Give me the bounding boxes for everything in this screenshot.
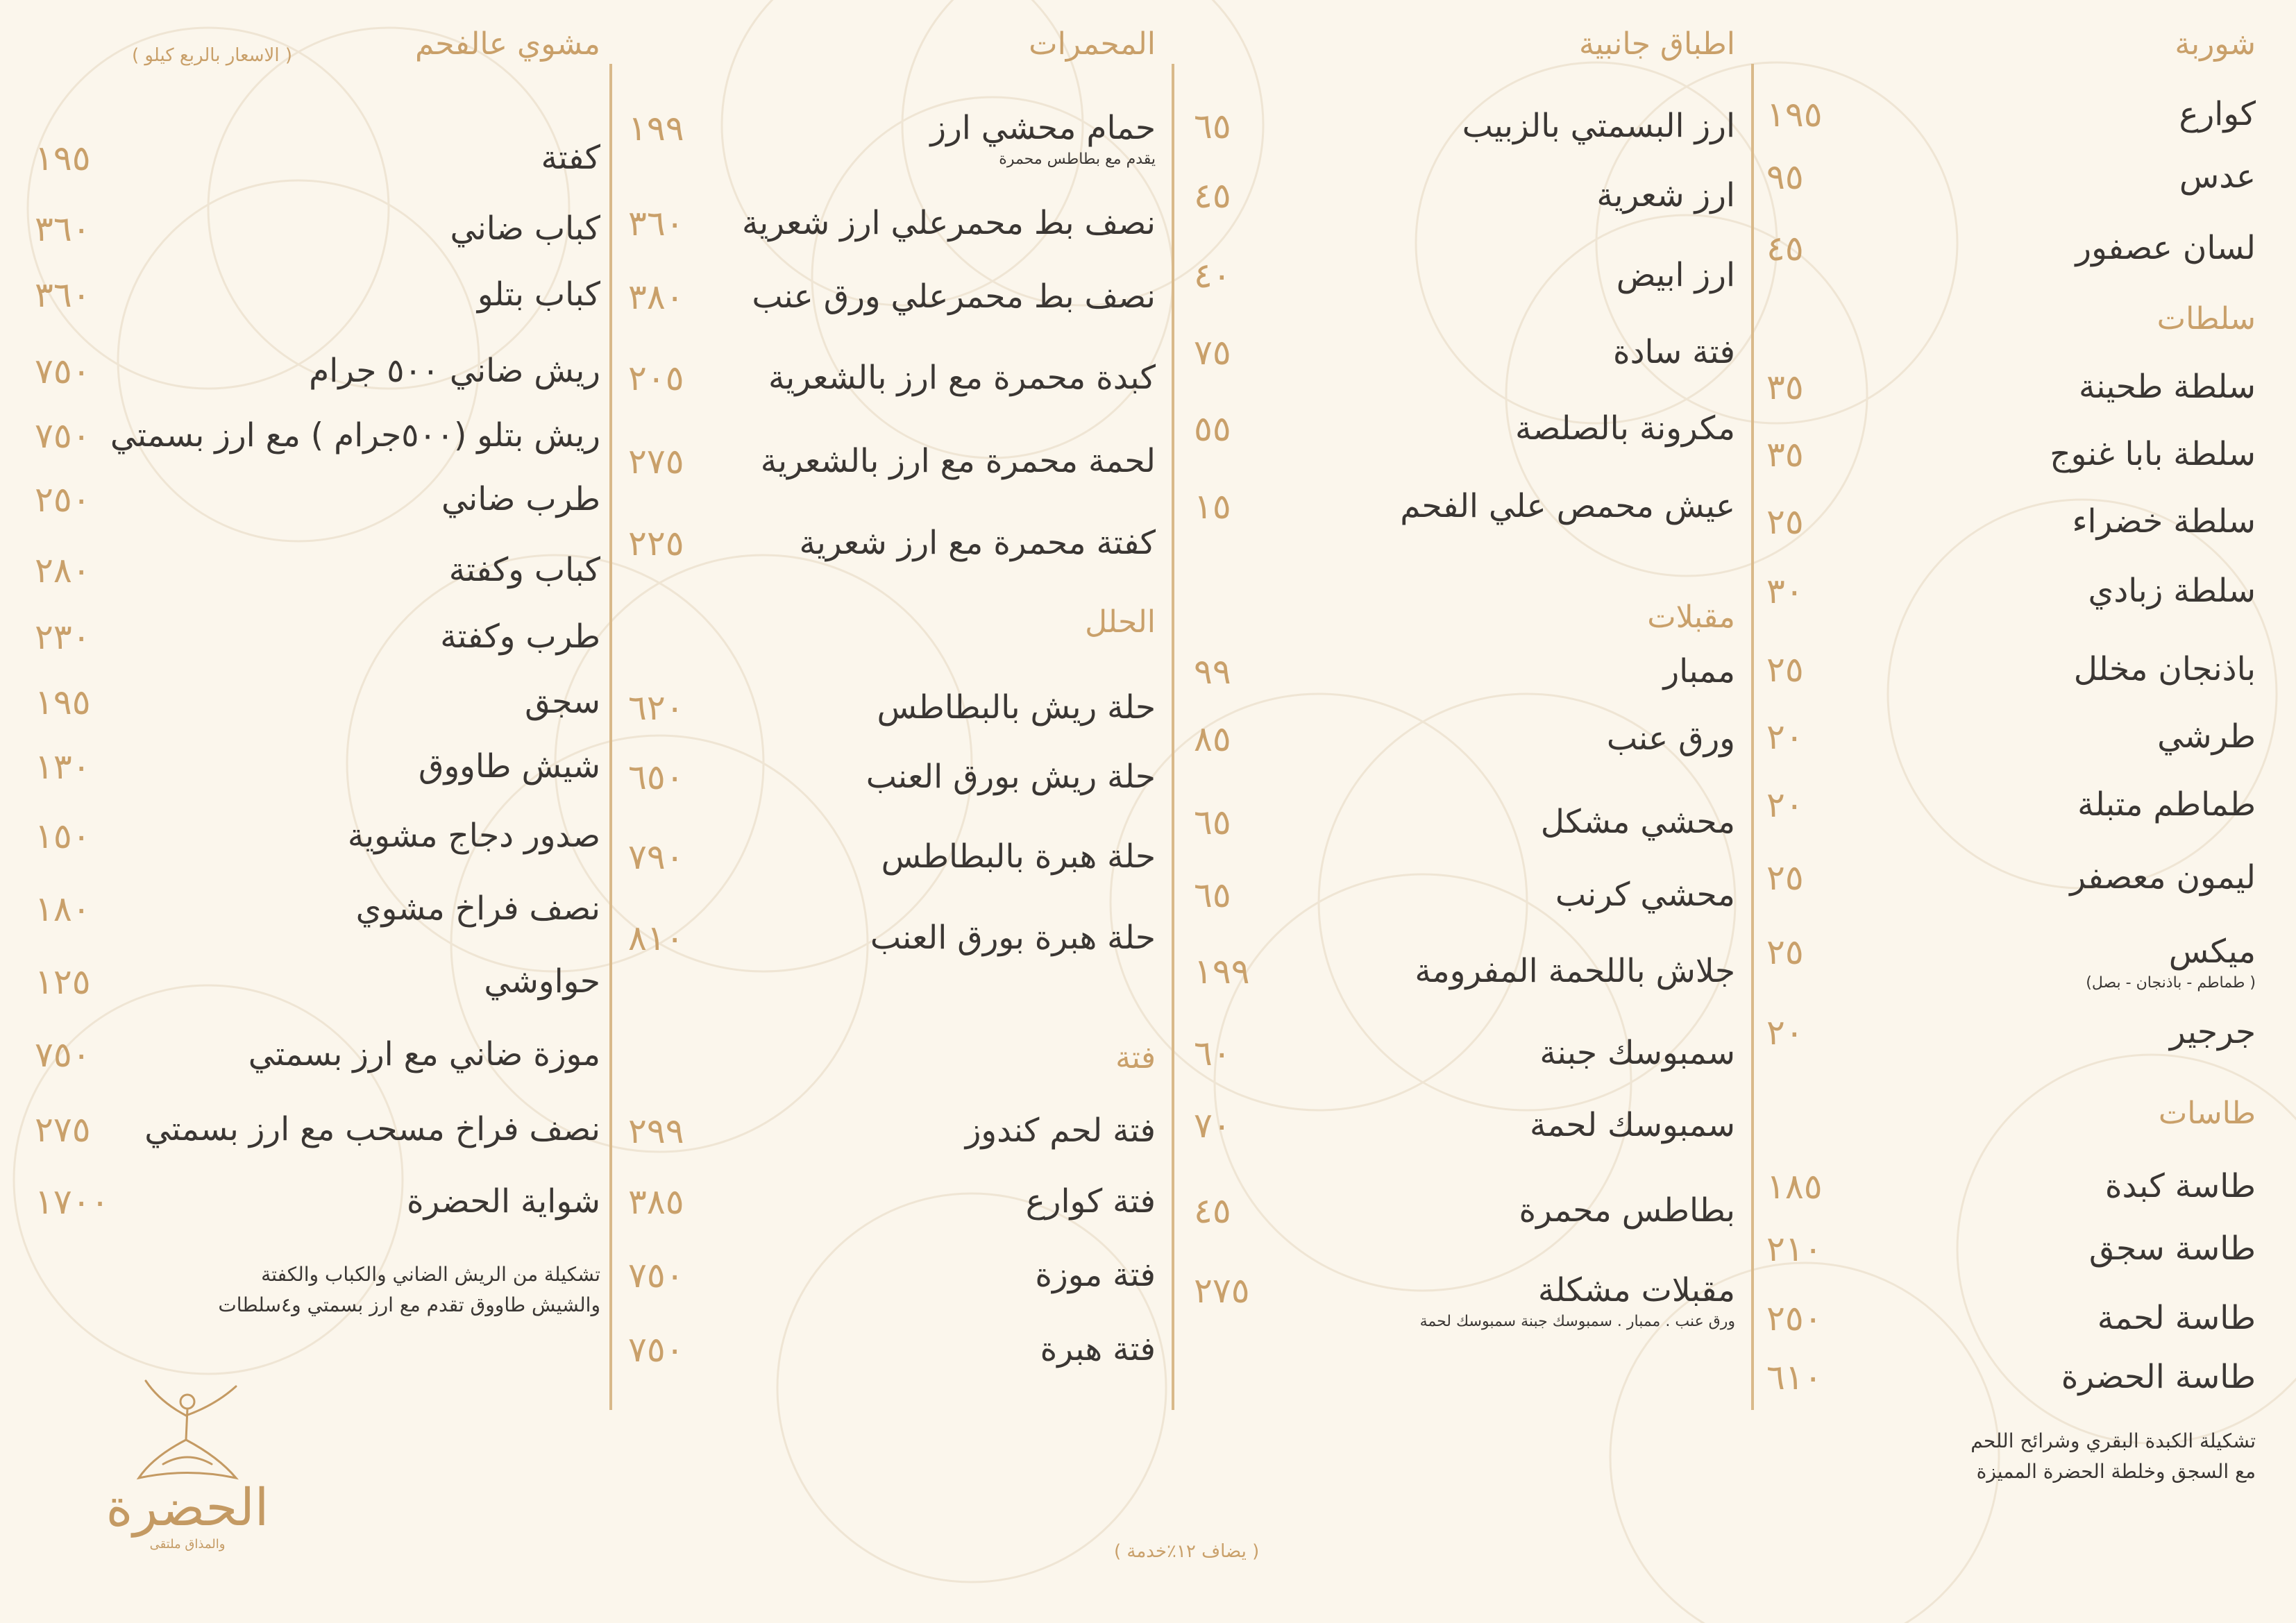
menu-item-price: ١٥ [1194,486,1231,527]
menu-item-price: ٢٥٠ [1766,1298,1823,1339]
menu-item-price: ٢٢٥ [628,523,684,563]
brand-name: الحضرة [105,1478,269,1538]
menu-item-price: ٢٥ [1766,502,1804,542]
menu-item-name: حلة ريش بالبطاطس [877,688,1156,726]
menu-item-name: فتة هبرة [1040,1330,1156,1368]
menu-item-price: ١٩٥ [35,138,91,178]
menu-item-name: ارز البسمتي بالزبيب [1462,107,1735,145]
menu-item-name: ورق عنب [1606,720,1735,758]
menu-item-name: حواوشي [484,962,600,1001]
menu-item-price: ٤٥ [1194,1191,1231,1231]
menu-item-name: طاسة كبدة [2104,1167,2256,1205]
menu-item-price: ٤٥ [1194,176,1231,216]
menu-item-price: ٤٥ [1766,228,1804,269]
menu-item-price: ١٨٥ [1766,1166,1823,1207]
menu-item-price: ١٩٥ [35,682,91,722]
menu-item-name: حلة ريش بورق العنب [866,758,1156,796]
column-divider-1 [1751,64,1754,1410]
menu-item-price: ٧٥٠ [35,351,91,391]
menu-item-price: ٢٩٩ [628,1111,684,1151]
menu-item-name: طرب ضاني [441,480,600,518]
brand-tagline: والمذاق ملتقى [149,1537,226,1552]
menu-item-price: ٥٥ [1194,409,1231,449]
menu-item-price: ٦٥٠ [628,757,684,797]
menu-item-price: ٢٥٠ [35,479,91,520]
menu-item-name: سلطة بابا غنوج [2050,435,2256,473]
menu-item-name: كوارع [2179,95,2256,133]
menu-item-price: ١٩٥ [1766,94,1823,135]
menu-item-description: يقدم مع بطاطس محمرة [999,151,1156,168]
column-roasted [628,0,1156,1623]
menu-note-line: تشكيلة من الريش الضاني والكباب والكفتة [261,1263,600,1286]
menu-item-name: سمبوسك جبنة [1539,1034,1735,1072]
menu-item-name: فتة موزة [1035,1256,1156,1294]
menu-item-name: فتة لحم كندوز [965,1112,1156,1150]
menu-note-line: والشيش طاووق تقدم مع ارز بسمتي و٤سلطات [218,1293,600,1316]
menu-item-name: طاسة سجق [2088,1230,2256,1268]
menu-item-name: فتة سادة [1612,333,1735,371]
menu-item-name: كفتة [541,139,600,177]
menu-item-price: ٦٥ [1194,875,1231,915]
menu-item-price: ٢٥ [1766,932,1804,972]
menu-item-name: كباب بتلو [477,275,600,314]
menu-item-description: ( طماطم - باذنجان - بصل) [2086,974,2256,992]
category-heading: اطباق جانبية [1578,26,1735,62]
menu-item-name: سلطة زبادي [2088,572,2256,610]
menu-item-price: ١٢٥ [35,962,91,1002]
menu-item-price: ٧٥٠ [628,1255,684,1295]
menu-item-name: حمام محشي ارز [930,109,1156,147]
menu-item-name: طرب وكفتة [440,618,600,656]
dancer-icon [97,1374,278,1485]
menu-item-price: ١٩٩ [1194,951,1250,992]
menu-item-price: ٢٠ [1766,717,1804,757]
column-side-dishes [1194,0,1735,1623]
menu-item-name: لحمة محمرة مع ارز بالشعرية [760,442,1156,480]
menu-item-name: جرجير [2169,1013,2256,1051]
menu-item-price: ٧٥٠ [35,416,91,456]
menu-item-name: طرشي [2157,717,2256,756]
menu-item-price: ٦٥ [1194,802,1231,842]
menu-item-price: ٧٩٠ [628,837,684,877]
menu-item-price: ٩٩ [1194,652,1231,692]
menu-item-price: ٨١٠ [628,918,684,958]
menu-item-price: ٦٠ [1194,1033,1231,1073]
menu-item-name: محشي كرنب [1555,876,1735,914]
menu-item-name: جلاش باللحمة المفرومة [1415,952,1735,990]
menu-item-price: ٦١٠ [1766,1357,1823,1397]
menu-note-line: تشكيلة الكبدة البقري وشرائح اللحم [1970,1429,2256,1452]
menu-item-price: ٣٦٠ [35,275,91,315]
brand-logo [97,1374,278,1561]
menu-item-price: ٨٥ [1194,719,1231,759]
menu-item-price: ٧٥ [1194,332,1231,373]
menu-item-price: ٢١٠ [1766,1229,1823,1269]
menu-item-name: لسان عصفور [2075,229,2256,267]
menu-item-name: موزة ضاني مع ارز بسمتي [248,1035,600,1073]
menu-item-name: كباب ضاني [450,210,600,248]
menu-item-name: عدس [2179,158,2256,196]
menu-item-price: ٣٦٠ [35,209,91,249]
price-per-quarter-kilo-note: ( الاسعار بالربع كيلو ) [132,45,292,66]
category-heading: طاسات [2158,1096,2256,1131]
menu-item-price: ١٣٠ [35,747,91,787]
menu-item-name: بطاطس محمرة [1519,1191,1735,1230]
menu-item-name: ميكس [2168,933,2256,971]
menu-item-price: ٣٠ [1766,571,1804,611]
category-heading: المحمرات [1029,26,1156,62]
category-heading: الحلل [1085,604,1156,640]
menu-item-name: ارز شعرية [1596,176,1735,214]
menu-item-name: عيش محمص علي الفحم [1400,487,1735,525]
menu-item-price: ٦٥ [1194,106,1231,146]
menu-item-name: مكرونة بالصلصة [1515,409,1735,448]
category-heading: مقبلات [1647,600,1735,635]
menu-item-name: طاسة الحضرة [2061,1358,2256,1396]
category-heading: سلطات [2156,301,2256,337]
menu-item-name: شواية الحضرة [407,1182,600,1221]
menu-item-price: ٢٠ [1766,785,1804,825]
menu-item-name: محشي مشكل [1540,803,1735,841]
menu-item-name: سجق [525,683,600,721]
menu-item-price: ٤٠ [1194,255,1231,296]
menu-item-price: ٩٥ [1766,157,1804,197]
menu-item-price: ٣٨٠ [628,277,684,317]
menu-item-price: ٢٧٥ [628,441,684,482]
menu-item-name: شيش طاووق [418,747,600,785]
menu-item-name: كفتة محمرة مع ارز شعرية [799,524,1156,562]
menu-item-price: ٢٠ [1766,1012,1804,1053]
menu-item-price: ٦٢٠ [628,688,684,728]
menu-item-name: سلطة خضراء [2072,502,2256,541]
menu-item-name: صدور دجاج مشوية [347,817,600,855]
menu-item-name: طماطم متبلة [2077,785,2256,824]
menu-item-name: ممبار [1663,652,1735,690]
menu-item-price: ٢٨٠ [35,550,91,590]
menu-item-name: نصف فراخ مسحب مع ارز بسمتي [144,1110,600,1148]
menu-item-price: ٣٥ [1766,434,1804,475]
menu-item-price: ١٨٠ [35,889,91,929]
menu-item-name: سمبوسك لحمة [1530,1106,1735,1144]
menu-item-price: ٧٥٠ [628,1329,684,1370]
menu-item-name: فتة كوارع [1025,1182,1156,1221]
menu-item-price: ٢٠٥ [628,358,684,398]
column-divider-3 [609,64,612,1410]
menu-item-name: نصف بط محمرعلي ورق عنب [752,278,1156,316]
menu-item-price: ٢٧٥ [1194,1271,1250,1311]
menu-item-price: ٢٧٥ [35,1110,91,1150]
menu-item-name: ريش ضاني ٥٠٠ جرام [309,352,600,390]
menu-item-name: سلطة طحينة [2079,368,2256,406]
menu-item-name: ارز ابيض [1616,256,1735,294]
menu-item-name: باذنجان مخلل [2073,650,2256,688]
menu-item-name: حلة هبرة بورق العنب [870,919,1156,957]
category-heading: فتة [1115,1040,1156,1076]
menu-item-name: نصف بط محمرعلي ارز شعرية [741,204,1156,242]
menu-note-line: مع السجق وخلطة الحضرة المميزة [1976,1460,2256,1483]
menu-item-price: ٢٥ [1766,649,1804,690]
menu-item-price: ٣٨٥ [628,1182,684,1222]
menu-item-price: ٣٥ [1766,367,1804,407]
menu-item-name: كباب وكفتة [448,551,600,589]
menu-item-price: ٧٠ [1194,1105,1231,1146]
menu-item-name: كبدة محمرة مع ارز بالشعرية [768,359,1156,397]
menu-item-price: ٢٣٠ [35,617,91,657]
menu-item-price: ١٧٠٠ [35,1182,110,1222]
menu-item-name: طاسة لحمة [2097,1299,2256,1337]
menu-item-price: ٢٥ [1766,858,1804,898]
menu-item-description: ورق عنب . ممبار . سمبوسك جبنة سمبوسك لحمة [1419,1313,1735,1330]
menu-item-price: ١٩٩ [628,108,684,148]
menu-item-name: ليمون معصفر [2070,858,2256,897]
category-heading: مشوي عالفحم [415,26,600,62]
service-charge-note: ( يضاف ١٢٪خدمة ) [1114,1541,1260,1562]
menu-item-name: حلة هبرة بالبطاطس [881,838,1156,876]
menu-item-name: نصف فراخ مشوي [355,890,600,928]
menu-item-price: ٣٦٠ [628,203,684,244]
menu-item-price: ٧٥٠ [35,1035,91,1075]
menu-item-name: ريش بتلو (٥٠٠جرام ) مع ارز بسمتي [110,416,600,454]
menu-item-name: مقبلات مشكلة [1537,1271,1735,1309]
column-soups-salads [1766,0,2256,1623]
column-divider-2 [1172,64,1174,1410]
category-heading: شوربة [2175,26,2256,62]
menu-item-price: ١٥٠ [35,816,91,856]
